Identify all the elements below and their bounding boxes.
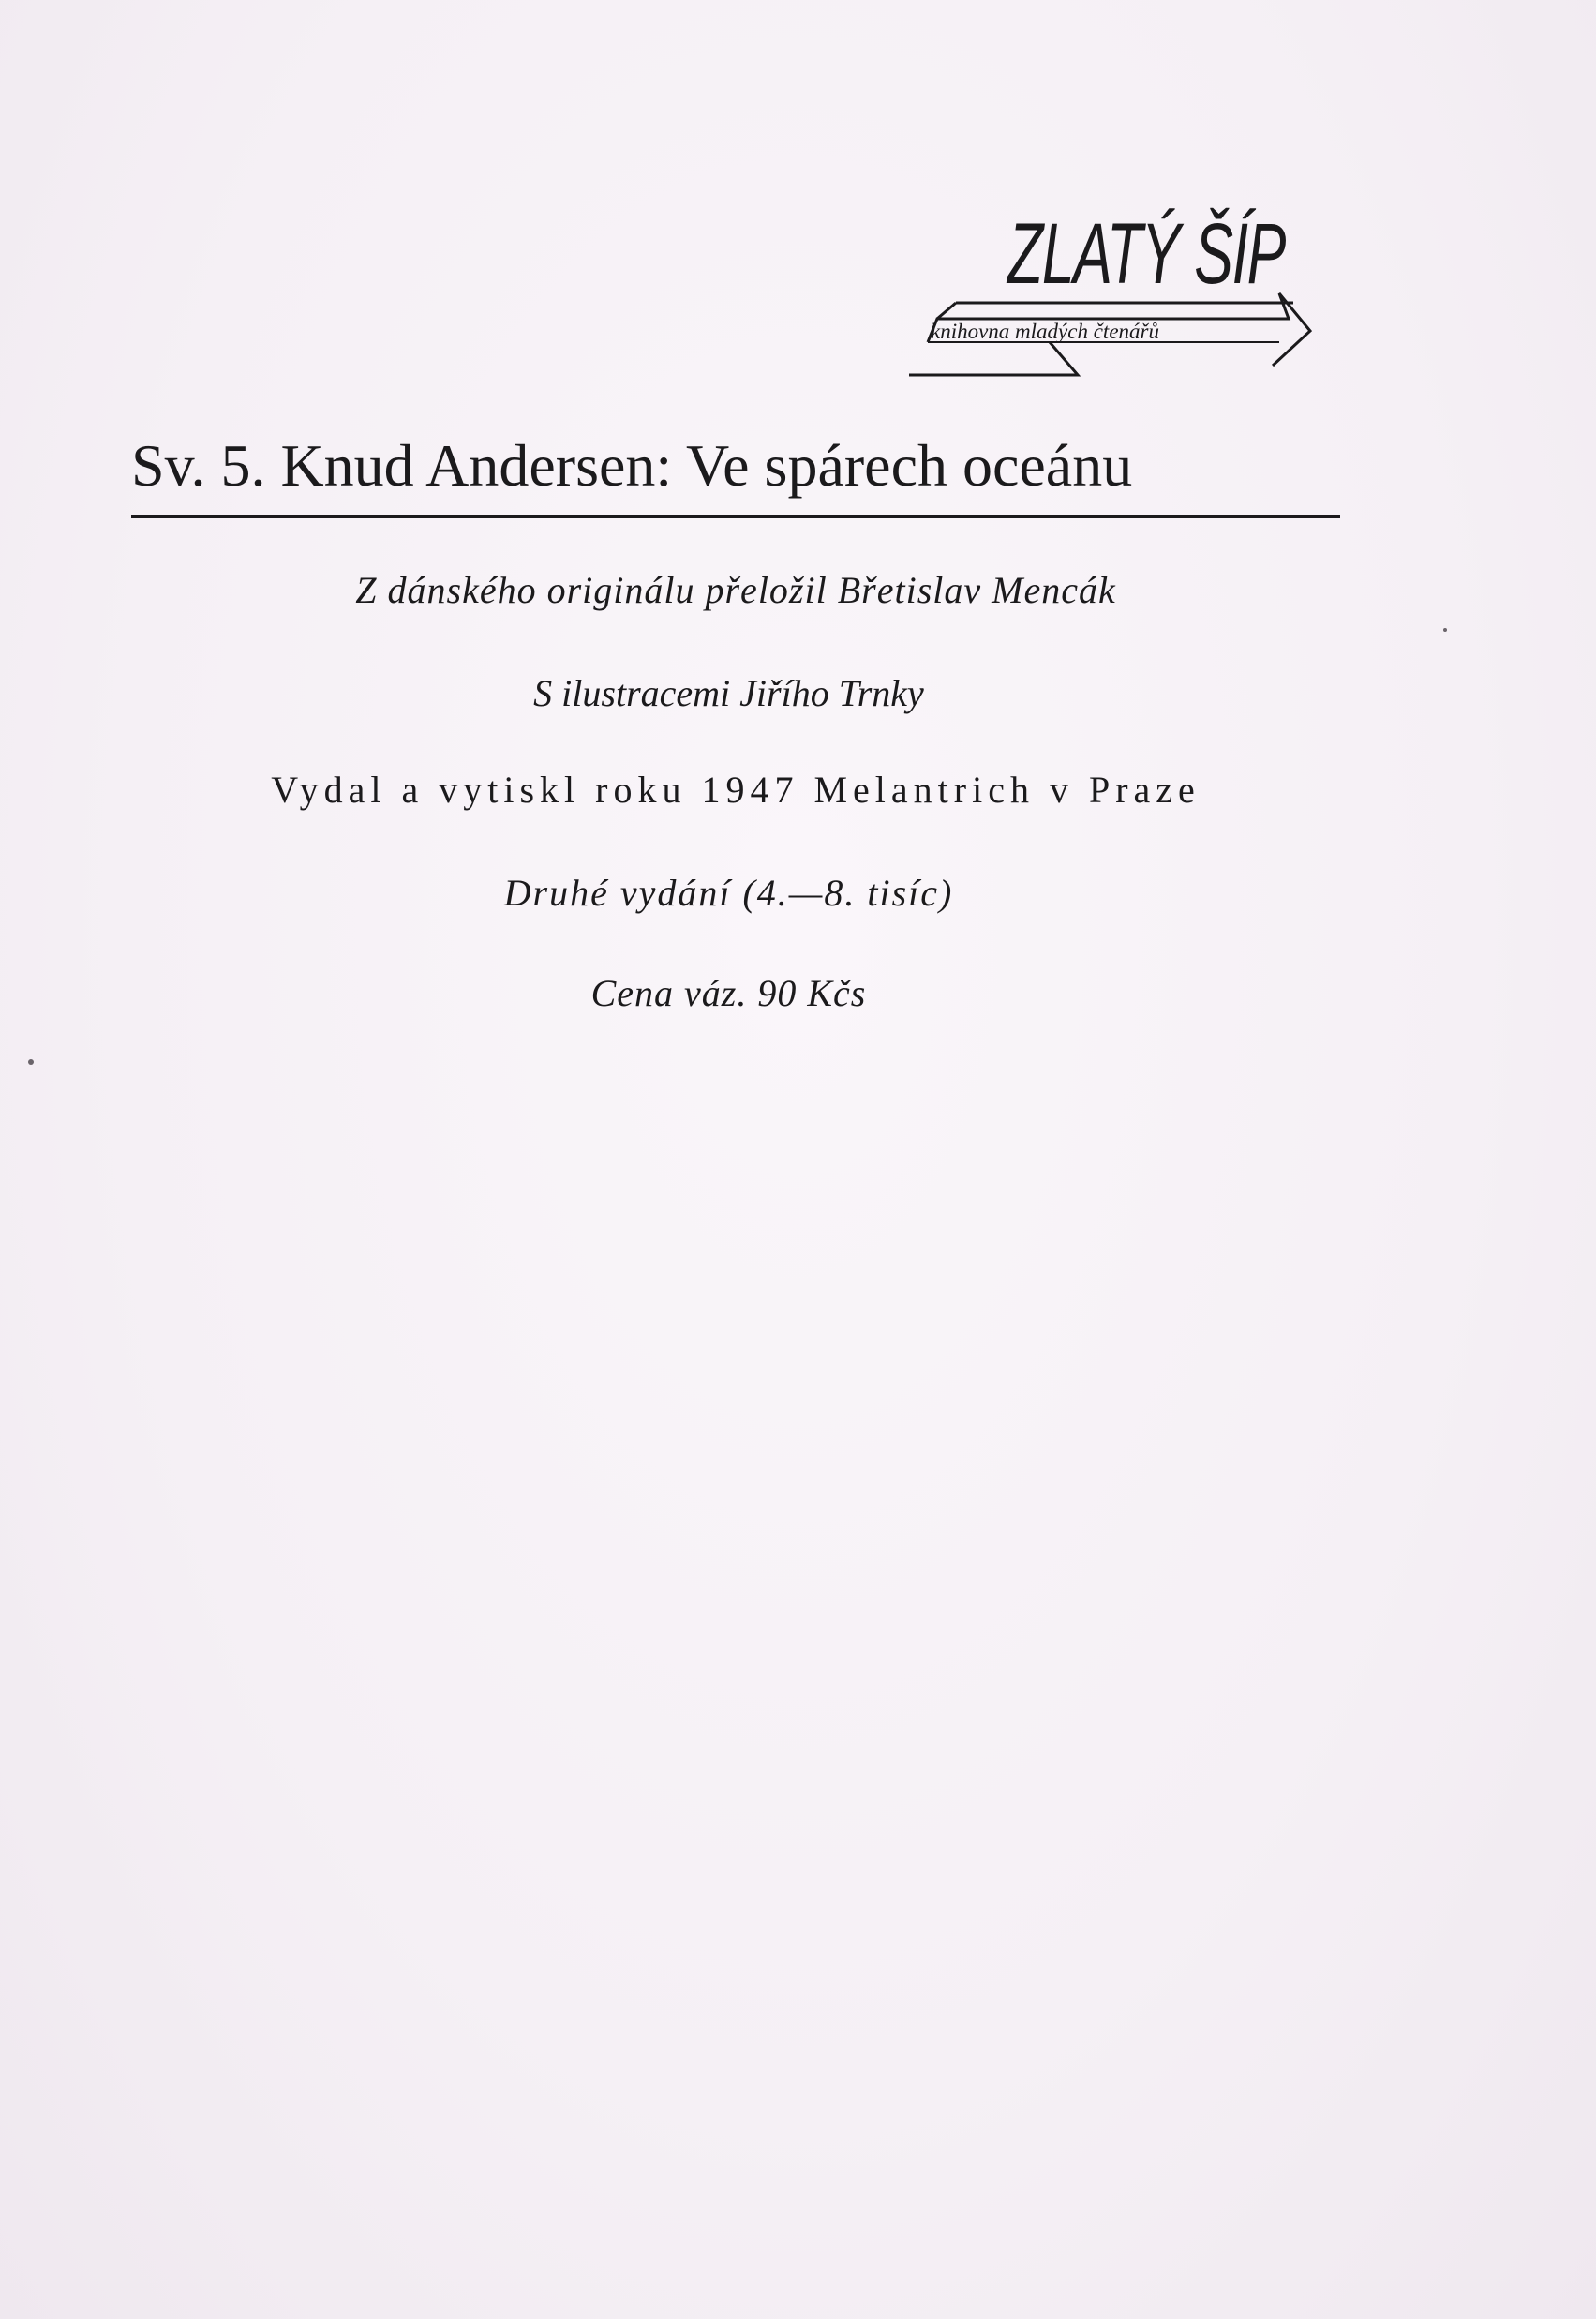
logo-subtitle: knihovna mladých čtenářů bbox=[931, 320, 1159, 343]
illustrations-line: S ilustracemi Jiřího Trnky bbox=[533, 672, 924, 714]
translation-line: Z dánského originálu přeložil Břetislav Mencák bbox=[355, 569, 1116, 611]
book-title-line: Sv. 5. Knud Andersen: Ve spárech oceánu bbox=[131, 432, 1133, 499]
zlaty-sip-logo bbox=[900, 192, 1321, 389]
paper-speck bbox=[1443, 628, 1447, 632]
logo-title: ZLATÝ ŠÍP bbox=[1007, 206, 1286, 302]
edition-line: Druhé vydání (4.—8. tisíc) bbox=[503, 872, 954, 914]
publisher-line: Vydal a vytiskl roku 1947 Melantrich v Praze bbox=[271, 769, 1201, 811]
title-rule bbox=[131, 515, 1340, 518]
price-line: Cena váz. 90 Kčs bbox=[590, 972, 867, 1014]
paper-speck bbox=[28, 1059, 34, 1065]
